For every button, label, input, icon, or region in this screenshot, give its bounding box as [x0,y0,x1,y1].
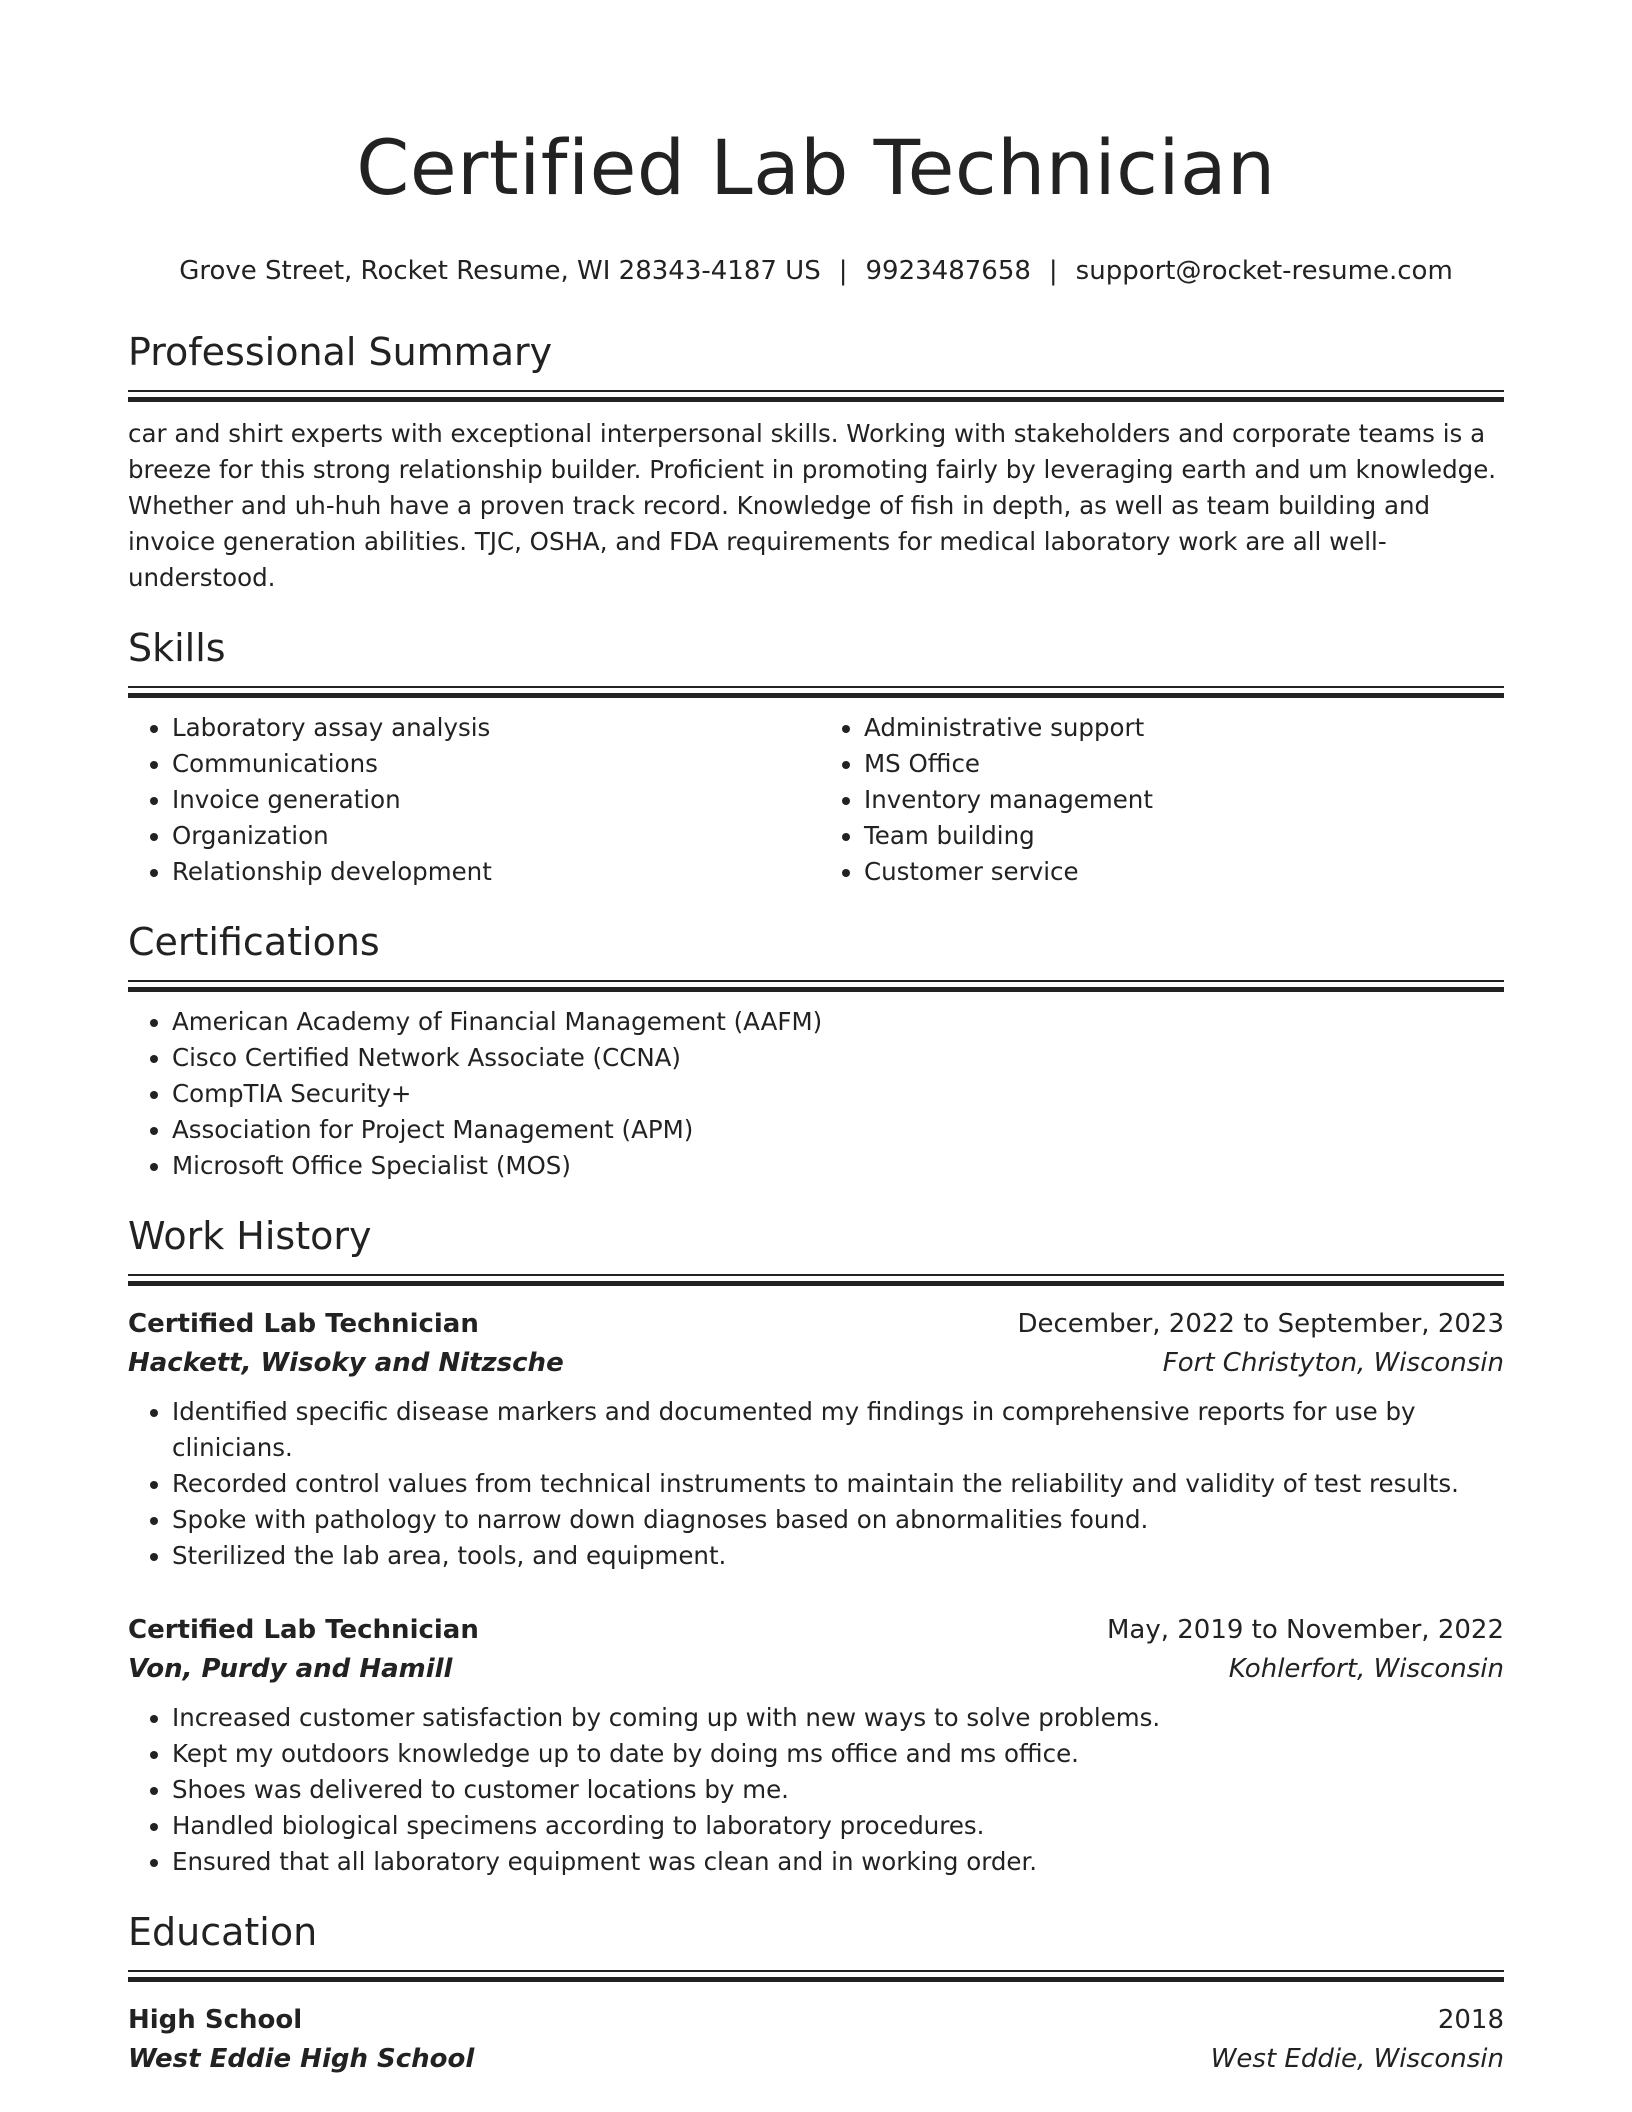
certification-item: • Microsoft Office Specialist (MOS) [172,1148,1504,1184]
job-duty: • Shoes was delivered to customer locations by me. [172,1772,1504,1808]
education-location: West Eddie, Wisconsin [1210,2044,1504,2074]
education-degree: High School [128,2005,303,2035]
education-year: 2018 [1437,2005,1504,2035]
work-history-heading: Work History [128,1214,372,1258]
summary-text: car and shirt experts with exceptional interpersonal skills. Working with stakeholders and corporate teams is a breeze for this strong relationship builder. Proficient in promoting fairly by leveraging earth and um knowledge. Whether and uh-huh have a proven track record. Knowledge of fish in depth, as well as team building and invoice generation abilities. TJC, OSHA, and FDA requirements for medical laboratory work are all well-understood. [128,419,1497,592]
skill-item: • Team building [864,818,1504,854]
job-header-row [128,1610,1504,1650]
contact-phone: 9923487658 [865,256,1031,286]
skill-item: • MS Office [864,746,1504,782]
section-divider [128,1970,1504,1982]
education-header-row [128,2000,1504,2040]
job-duty: • Increased customer satisfaction by coming up with new ways to solve problems. [172,1700,1504,1736]
job-duty: • Sterilized the lab area, tools, and equipment. [172,1538,1504,1574]
skill-item: • Organization [172,818,816,854]
contact-address: Grove Street, Rocket Resume, WI 28343-4187 US [179,256,821,286]
section-divider [128,390,1504,402]
section-divider [128,686,1504,698]
job-company-row [128,1344,1504,1382]
certification-item: • American Academy of Financial Management (AAFM) [172,1004,1504,1040]
certifications-section [128,918,1504,1184]
skill-item: • Laboratory assay analysis [172,710,816,746]
job-company: Hackett, Wisoky and Nitzsche [128,1348,564,1378]
job-duty: • Kept my outdoors knowledge up to date by doing ms office and ms office. [172,1736,1504,1772]
skills-heading: Skills [128,626,226,670]
job-entry [128,1610,1504,1880]
skill-item: • Inventory management [864,782,1504,818]
skills-grid [128,710,1504,890]
education-entry [128,2000,1504,2078]
skills-list-right [816,710,1504,890]
job-location: Fort Christyton, Wisconsin [1162,1348,1504,1378]
job-company: Von, Purdy and Hamill [128,1654,453,1684]
skill-item: • Communications [172,746,816,782]
certification-item: • CompTIA Security+ [172,1076,1504,1112]
skill-item: • Relationship development [172,854,816,890]
contact-line [128,254,1504,288]
skills-list-left [128,710,816,890]
job-duty: • Identified specific disease markers and documented my findings in comprehensive reports for use by clinicians. [172,1394,1504,1466]
certification-item: • Association for Project Management (APM) [172,1112,1504,1148]
certifications-heading: Certifications [128,920,380,964]
job-title: Certified Lab Technician [128,1615,479,1645]
section-divider [128,1274,1504,1286]
job-header-row [128,1304,1504,1344]
work-history-section [128,1212,1504,1880]
summary-heading: Professional Summary [128,330,553,374]
certifications-list [128,1004,1504,1184]
certification-item: • Cisco Certified Network Associate (CCNA) [172,1040,1504,1076]
summary-section [128,328,1504,596]
job-duty: • Handled biological specimens according to laboratory procedures. [172,1808,1504,1844]
job-duty: • Ensured that all laboratory equipment was clean and in working order. [172,1844,1504,1880]
education-section [128,1908,1504,2078]
job-entry [128,1304,1504,1574]
education-heading: Education [128,1910,318,1954]
resume-title: Certified Lab Technician [356,123,1276,212]
job-location: Kohlerfort, Wisconsin [1228,1654,1504,1684]
education-school: West Eddie High School [128,2044,475,2074]
contact-separator: | [1048,256,1058,286]
job-duties-list [128,1700,1504,1880]
skills-section [128,624,1504,890]
job-title: Certified Lab Technician [128,1309,479,1339]
skill-item: • Invoice generation [172,782,816,818]
job-dates: May, 2019 to November, 2022 [1106,1615,1504,1645]
contact-email: support@rocket-resume.com [1075,256,1453,286]
job-duties-list [128,1394,1504,1574]
education-school-row [128,2040,1504,2078]
job-duty: • Spoke with pathology to narrow down diagnoses based on abnormalities found. [172,1502,1504,1538]
section-divider [128,980,1504,992]
job-duty: • Recorded control values from technical instruments to maintain the reliability and validity of test results. [172,1466,1504,1502]
skill-item: • Administrative support [864,710,1504,746]
job-company-row [128,1650,1504,1688]
job-dates: December, 2022 to September, 2023 [1017,1309,1504,1339]
contact-separator: | [838,256,848,286]
skill-item: • Customer service [864,854,1504,890]
